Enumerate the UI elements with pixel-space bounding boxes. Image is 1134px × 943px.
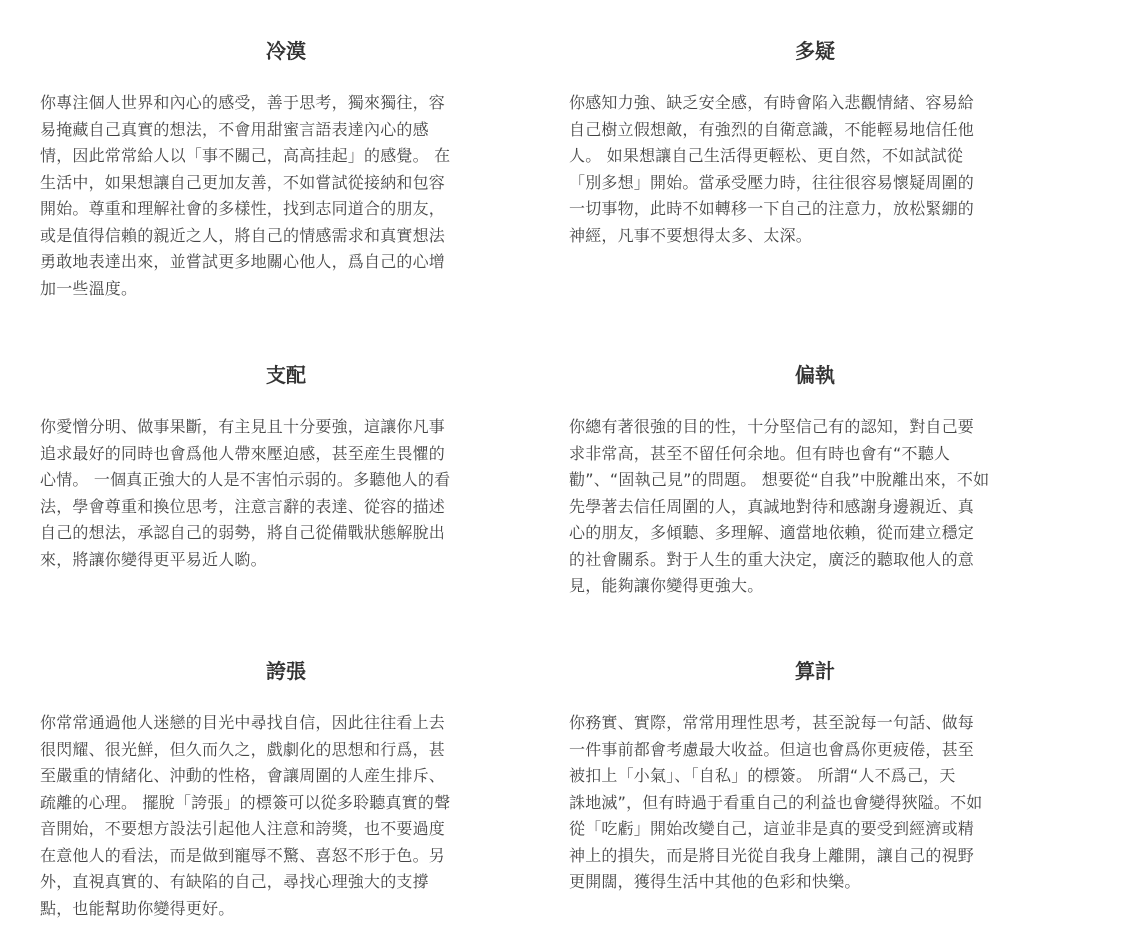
trait-description: 你愛憎分明、做事果斷，有主見且十分要強，這讓你凡事 追求最好的同時也會爲他人帶來壓迫感，甚至産生畏懼的 心情。 一個真正強大的人是不害怕示弱的。多聽他人的看 法，學會尊重和換位思考，注意言辭的表達、從容的描述 自己的想法，承認自己的弱勢，將自己從備戰狀態解脫出 來，將讓你變得更平易近人喲。	[40, 417, 451, 569]
trait-description: 你常常通過他人迷戀的目光中尋找自信，因此往往看上去 很閃耀、很光鮮，但久而久之，戲劇化的思想和行爲，甚 至嚴重的情緒化、沖動的性格，會讓周圍的人産生排斥、 疏離的心理。 擺脫「誇張」的標簽可以從多聆聽真實的聲 音開始，不要想方設法引起他人注意和誇獎，也不要過度 在意他人的看法，而是做到寵辱不驚、喜怒不形于色。另 外，直視真實的、有缺陷的自己，尋找心理強大的支撐 點，也能幫助你變得更好。	[40, 713, 451, 918]
trait-title: 偏執	[795, 363, 835, 387]
trait-title: 誇張	[266, 659, 306, 683]
trait-card-cold	[40, 38, 532, 302]
trait-card-paranoid	[569, 362, 1061, 600]
trait-description: 你總有著很強的目的性，十分堅信己有的認知，對自己要 求非常高，甚至不留任何余地。但有時也會有“不聽人 勸”、“固執己見”的問題。 想要從“自我”中脫離出來，不如 先學著去信任周圍的人，真誠地對待和感謝身邊親近、真 心的朋友，多傾聽、多理解、適當地依賴，從而建立穩定 的社會關系。對于人生的重大決定，廣泛的聽取他人的意 見，能夠讓你變得更強大。	[569, 417, 990, 595]
trait-title: 冷漠	[266, 39, 306, 63]
trait-title: 支配	[266, 363, 306, 387]
trait-title: 多疑	[795, 39, 835, 63]
trait-card-exaggerated	[40, 658, 532, 922]
trait-card-calculating	[569, 658, 1061, 896]
trait-description: 你感知力強、缺乏安全感，有時會陷入悲觀情緒、容易給 自己樹立假想敵，有強烈的自衛意識，不能輕易地信任他 人。 如果想讓自己生活得更輕松、更自然，不如試試從 「別多想」開始。當承受壓力時，往往很容易懷疑周圍的 一切事物，此時不如轉移一下自己的注意力，放松緊綳的 神經，凡事不要想得太多、太深。	[569, 93, 975, 245]
trait-title: 算計	[795, 659, 835, 683]
trait-card-dominant	[40, 362, 532, 573]
trait-description: 你務實、實際，常常用理性思考，甚至說每一句話、做每 一件事前都會考慮最大收益。但這也會爲你更疲倦，甚至 被扣上「小氣」、「自私」的標簽。 所謂“人不爲己，天 誅地滅”，但有時過于看重自己的利益也會變得狹隘。不如 從「吃虧」開始改變自己，這並非是真的要受到經濟或精 神上的損失，而是將目光從自我身上離開，讓自己的視野 更開闊，獲得生活中其他的色彩和快樂。	[569, 713, 983, 891]
trait-card-suspicious	[569, 38, 1061, 249]
trait-description: 你專注個人世界和內心的感受，善于思考，獨來獨往，容 易掩藏自己真實的想法，不會用甜蜜言語表達內心的感 情，因此常常給人以「事不關己，高高挂起」的感覺。 在 生活中，如果想讓自己更加友善，不如嘗試從接納和包容 開始。尊重和理解社會的多樣性，找到志同道合的朋友， 或是值得信賴的親近之人，將自己的情感需求和真實想法 勇敢地表達出來，並嘗試更多地關心他人，爲自己的心增 加一些溫度。	[40, 93, 451, 298]
